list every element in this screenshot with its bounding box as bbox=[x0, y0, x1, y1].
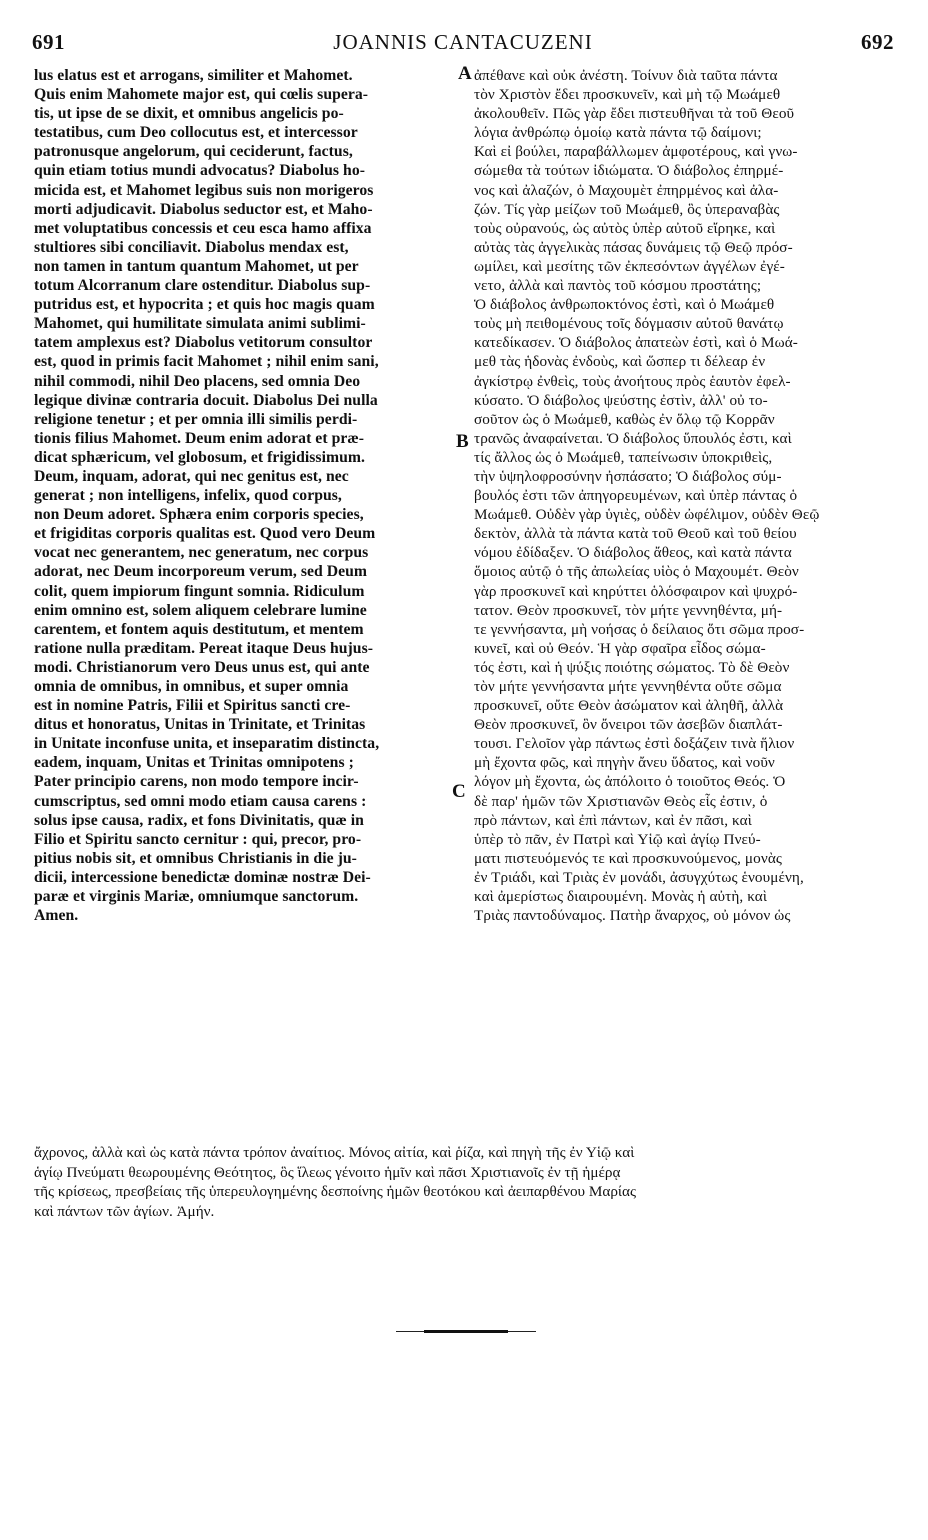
greek-closing-paragraph bbox=[34, 1143, 896, 1221]
latin-text-line: non tamen in tantum quantum Mahomet, ut per bbox=[34, 257, 359, 275]
latin-text-line: morti adjudicavit. Diabolus seductor est, et Maho- bbox=[34, 200, 373, 218]
greek-text-line: τε γεννήσαντα, μὴ νοήσας ὁ δείλαιος ὅτι σῶμα προσ- bbox=[474, 620, 805, 638]
latin-text-line: ditus et honoratus, Unitas in Trinitate, et Trinitas bbox=[34, 716, 366, 734]
greek-text-line: κυνεῖ, καὶ οὐ Θεόν. Ἡ γὰρ σφαῖρα εἶδος σώμα- bbox=[474, 639, 766, 657]
latin-text-line: religione tenetur ; et per omnia illi similis perdi- bbox=[34, 410, 358, 428]
latin-text-line: lus elatus est et arrogans, similiter et Mahomet. bbox=[34, 67, 353, 84]
latin-text-line: est, quod in primis facit Mahomet ; nihil enim sani, bbox=[34, 353, 379, 371]
latin-text-line: eadem, inquam, Unitas et Trinitas omnipotens ; bbox=[34, 754, 354, 772]
latin-text-line: vocat nec generantem, nec generatum, nec corpus bbox=[34, 544, 369, 562]
greek-text-line: λόγον μὴ ἔχοντα, ὡς ἀπόλοιτο ὁ τοιοῦτος Θεός. Ὁ bbox=[474, 773, 786, 791]
greek-text-line: πρὸ πάντων, καὶ ἐπὶ πάντων, καὶ ἐν πᾶσι, καὶ bbox=[474, 811, 752, 829]
latin-text-line: testatibus, cum Deo collocutus est, et intercessor bbox=[34, 124, 358, 142]
latin-text-line: tionis filius Mahomet. Deum enim adorat et præ- bbox=[34, 429, 365, 447]
greek-text-line: δὲ παρ' ἡμῶν τῶν Χριστιανῶν Θεὸς εἷς ἐστιν, ὁ bbox=[474, 792, 768, 810]
greek-text-line: τός ἐστι, καὶ ἡ ψύξις ποιότης σώματος. Τὸ δὲ Θεὸν bbox=[474, 658, 790, 676]
greek-closing-line: καὶ πάντων τῶν ἁγίων. Ἀμήν. bbox=[34, 1202, 215, 1220]
greek-column bbox=[474, 66, 894, 925]
greek-text-line: νόμου ἐδίδαξεν. Ὁ διάβολος ἄθεος, καὶ κατὰ πάντα bbox=[474, 544, 792, 562]
latin-text-line: Quis enim Mahomete major est, qui cœlis supera- bbox=[34, 86, 369, 104]
latin-text-line: et frigiditas corporis qualitas est. Quod vero Deum bbox=[34, 525, 376, 543]
greek-text-line: τατον. Θεὸν προσκυνεῖ, τὸν μήτε γεννηθέντα, μή- bbox=[474, 601, 783, 619]
greek-text-line: τίς ἄλλος ὡς ὁ Μωάμεθ, ταπείνωσιν ὑποκριθεὶς, bbox=[474, 448, 773, 466]
running-title: JOANNIS CANTACUZENI bbox=[333, 30, 593, 54]
latin-text-line: carentem, et fontem aquis destitutum, et mentem bbox=[34, 620, 364, 638]
greek-text-line: ζών. Τίς γὰρ μείζων τοῦ Μωάμεθ, ὃς ὑπεραναβὰς bbox=[474, 200, 780, 218]
latin-text-line: totum Alcorranum clare ostenditur. Diabolus sup- bbox=[34, 277, 371, 295]
latin-text-line: Deum, inquam, adorat, qui nec genitus est, nec bbox=[34, 467, 349, 485]
latin-text-line: adorat, nec Deum incorporeum verum, sed Deum bbox=[34, 563, 368, 581]
greek-text-line: τὸν μήτε γεννήσαντα μήτε γεννηθέντα οὔτε σῶμα bbox=[474, 678, 782, 695]
latin-text-line: pitius nobis sit, et omnibus Christianis in die ju- bbox=[34, 849, 357, 867]
latin-text-line: generat ; non intelligens, infelix, quod corpus, bbox=[34, 487, 342, 505]
latin-text-line: colit, quem impiorum fingunt somnia. Ridiculum bbox=[34, 582, 365, 600]
section-marker-b: B bbox=[456, 431, 469, 452]
greek-text-line: ἀκολουθεῖν. Πῶς γὰρ ἔδει πιστευθῆναι τὰ τοῦ Θεοῦ bbox=[474, 105, 795, 123]
greek-text-line: ωμίλει, καὶ μεσίτης τῶν ἐκπεσόντων ἀγγέλων ἐγέ- bbox=[474, 257, 785, 275]
latin-text-line: micida est, et Mahomet legibus suis non morigeros bbox=[34, 181, 374, 199]
greek-text-line: τρανῶς ἀναφαίνεται. Ὁ διάβολος ὕπουλός ἐστι, καὶ bbox=[474, 429, 792, 447]
greek-text-line: κατεδίκασεν. Ὁ διάβολος ἀπατεὼν ἐστὶ, καὶ ὁ Μωά- bbox=[474, 334, 798, 352]
latin-text-line: non Deum adoret. Sphæra enim corporis species, bbox=[34, 506, 364, 524]
greek-text-line: ὑπὲρ τὸ πᾶν, ἐν Πατρὶ καὶ Υἱῷ καὶ ἁγίῳ Πνεύ- bbox=[474, 830, 761, 848]
greek-text-line: λόγια ἀνθρώπῳ ὁμοίῳ κατὰ πάντα τῷ δαίμονι; bbox=[474, 124, 762, 142]
latin-text-line: legique divinæ contraria docuit. Diabolus Dei nulla bbox=[34, 391, 378, 409]
greek-text-line: βουλός ἐστι τῶν ἀπηγορευμένων, καὶ ὑπὲρ πάντας ὁ bbox=[474, 487, 798, 505]
greek-text-line: προσκυνεῖ, οὔτε Θεὸν ἀσώματον καὶ ἀληθῆ, ἀλλὰ bbox=[474, 697, 784, 715]
greek-text-line: σοῦτον ὡς ὁ Μωάμεθ, καθὼς ἐν ὅλῳ τῷ Κορρᾶν bbox=[474, 410, 775, 428]
greek-text-line: ἐν Τριάδι, καὶ Τριὰς ἐν μονάδι, ἀσυγχύτως ἑνουμένη, bbox=[474, 868, 804, 886]
latin-text-line: Pater principio carens, non modo tempore incir- bbox=[34, 773, 359, 791]
greek-text-line: γὰρ προσκυνεῖ καὶ κηρύττει ὁλόσφαιρον καὶ ψυχρό- bbox=[474, 582, 798, 600]
greek-text-line: Θεὸν προσκυνεῖ, ὃν ὄνειροι τῶν ἀσεβῶν διαπλάτ- bbox=[474, 716, 783, 734]
section-marker-c: C bbox=[452, 781, 466, 802]
latin-text-line: Filio et Spiritu sancto cernitur : qui, precor, pro- bbox=[34, 830, 362, 848]
latin-text-line: stultiores sibi conciliavit. Diabolus mendax est, bbox=[34, 238, 349, 256]
latin-text-line: patronusque angelorum, qui ceciderunt, factus, bbox=[34, 143, 353, 161]
latin-text-line: dicat sphæricum, vel globosum, et frigidissimum. bbox=[34, 448, 365, 466]
greek-text-line: ὅμοιος αὐτῷ ὁ τῆς ἀπωλείας υἱὸς ὁ Μαχουμέτ. Θεὸν bbox=[474, 563, 799, 581]
greek-text-line: Τριὰς παντοδύναμος. Πατὴρ ἄναρχος, οὐ μόνον ὡς bbox=[474, 907, 791, 925]
latin-text-line: dicii, intercessione benedictæ dominæ nostræ Dei- bbox=[34, 868, 371, 886]
latin-text-line: tatem amplexus est? Diabolus vetitorum consultor bbox=[34, 334, 373, 352]
latin-text-line: Amen. bbox=[34, 907, 79, 925]
greek-text-line: Μωάμεθ. Οὐδὲν γὰρ ὑγιὲς, οὐδὲν ὠφέλιμον, οὐδὲν Θεῷ bbox=[474, 506, 820, 524]
greek-text-line: σώμεθα τὰ τούτων ἰδιώματα. Ὁ διάβολος ἐπηρμέ- bbox=[474, 162, 784, 180]
latin-text-line: met voluptatibus concessis et ceu esca hamo affixa bbox=[34, 219, 372, 237]
section-marker-a: A bbox=[458, 63, 472, 84]
latin-text-line: omnia de omnibus, in omnibus, et super omnia bbox=[34, 678, 349, 695]
latin-text-line: est in nomine Patris, Filii et Spiritus sancti cre- bbox=[34, 697, 351, 715]
greek-text-line: τοὺς μὴ πειθομένους τοῖς δόγμασιν αὐτοῦ θανάτῳ bbox=[474, 315, 784, 333]
latin-text-line: solus ipse causa, radix, et fons Divinitatis, quæ in bbox=[34, 811, 364, 829]
page-number-left: 691 bbox=[32, 30, 65, 54]
greek-text-line: καὶ ἀμερίστως διαιρουμένη. Μονὰς ἡ αὐτὴ, καὶ bbox=[474, 888, 768, 906]
end-ornament-rule bbox=[396, 1330, 536, 1333]
latin-text-line: tis, ut ipse de se dixit, et omnibus angelicis po- bbox=[34, 105, 344, 123]
greek-text-line: δεκτὸν, ἀλλὰ τὰ πάντα κατὰ τοῦ Θεοῦ καὶ τοῦ θείου bbox=[474, 525, 797, 543]
latin-text-line: quin etiam totius mundi advocatus? Diabolus ho- bbox=[34, 162, 365, 180]
latin-text-line: Mahomet, qui humilitate simulata animi sublimi- bbox=[34, 315, 366, 333]
greek-text-line: τὴν ὑψηλοφροσύνην ἠσπάσατο; Ὁ διάβολος σύμ- bbox=[474, 467, 782, 485]
latin-text-line: putridus est, et hypocrita ; et quis hoc magis quam bbox=[34, 296, 375, 314]
greek-text-line: ματι πιστευόμενός τε καὶ προσκυνούμενος, μονὰς bbox=[474, 849, 782, 867]
greek-text-line: Καὶ εἰ βούλει, παραβάλλωμεν ἀμφοτέρους, καὶ γνω- bbox=[474, 143, 798, 161]
greek-text-line: Ὁ διάβολος ἀνθρωποκτόνος ἐστὶ, καὶ ὁ Μωάμεθ bbox=[474, 296, 775, 314]
greek-closing-line: ἁγίῳ Πνεύματι θεωρουμένης Θεότητος, ὃς ἵλεως γένοιτο ἡμῖν καὶ πᾶσι Χριστιανοῖς ἐν τῇ ἡμέρᾳ bbox=[34, 1163, 621, 1181]
latin-text-line: modi. Christianorum vero Deus unus est, qui ante bbox=[34, 658, 370, 676]
greek-text-line: τὸν Χριστὸν ἔδει προσκυνεῖν, καὶ μὴ τῷ Μωάμεθ bbox=[474, 86, 781, 104]
latin-text-line: enim omnino est, solem aliquem celebrare lumine bbox=[34, 601, 367, 619]
greek-text-line: ἀπέθανε καὶ οὐκ ἀνέστη. Τοίνυν διὰ ταῦτα πάντα bbox=[474, 67, 778, 84]
greek-text-line: μὴ ἔχοντα φῶς, καὶ πηγὴν ἄνευ ὕδατος, καὶ νοῦν bbox=[474, 754, 775, 772]
greek-text-line: κύσατο. Ὁ διάβολος ψεύστης ἐστὶν, ἀλλ' οὐ το- bbox=[474, 391, 768, 409]
greek-text-line: τοὺς οὐρανούς, ὡς αὐτὸς ὑπὲρ αὐτοῦ εἴρηκε, καὶ bbox=[474, 219, 776, 237]
greek-closing-line: τῆς κρίσεως, πρεσβείαις τῆς ὑπερευλογημένης δεσποίνης ἡμῶν θεοτόκου καὶ ἀειπαρθένου Μαρίας bbox=[34, 1183, 636, 1201]
latin-text-line: cumscriptus, sed omni modo etiam causa carens : bbox=[34, 792, 367, 810]
latin-text-line: nihil commodi, nihil Deo placens, sed omnia Deo bbox=[34, 372, 361, 390]
page-number-right: 692 bbox=[861, 30, 894, 54]
greek-closing-line: ἄχρονος, ἀλλὰ καὶ ὡς κατὰ πάντα τρόπον ἀναίτιος. Μόνος αἰτία, καὶ ῥίζα, καὶ πηγὴ τῆς ἐν Υἱῷ καὶ bbox=[34, 1144, 635, 1161]
latin-text-line: paræ et virginis Mariæ, omniumque sanctorum. bbox=[34, 888, 359, 906]
running-header bbox=[32, 30, 894, 60]
latin-text-line: ratione nulla præditam. Pereat itaque Deus hujus- bbox=[34, 639, 374, 657]
greek-text-line: αὐτὰς τὰς ἀγγελικὰς πάσας δυνάμεις τῷ Θεῷ πρόσ- bbox=[474, 238, 793, 256]
greek-text-line: ἀγκίστρῳ ἐνθεὶς, τοὺς ἀνοήτους πρὸς ἑαυτὸν ἐφελ- bbox=[474, 372, 791, 390]
greek-text-line: νος καὶ ἀλαζών, ὁ Μαχουμὲτ ἐπηρμένος καὶ ἀλα- bbox=[474, 181, 779, 199]
greek-text-line: τουσι. Γελοῖον γὰρ πάντως ἐστὶ δοξάζειν τινὰ ἥλιον bbox=[474, 735, 795, 753]
greek-text-line: νετο, ἀλλὰ καὶ παντὸς τοῦ κόσμου προστάτης; bbox=[474, 277, 762, 295]
latin-text-line: in Unitate inconfuse unita, et inseparatim distincta, bbox=[34, 735, 380, 753]
latin-column bbox=[34, 66, 452, 925]
greek-text-line: μεθ τὰς ἡδονὰς ἐνδοὺς, καὶ ὥσπερ τι δέλεαρ ἐν bbox=[474, 353, 766, 371]
